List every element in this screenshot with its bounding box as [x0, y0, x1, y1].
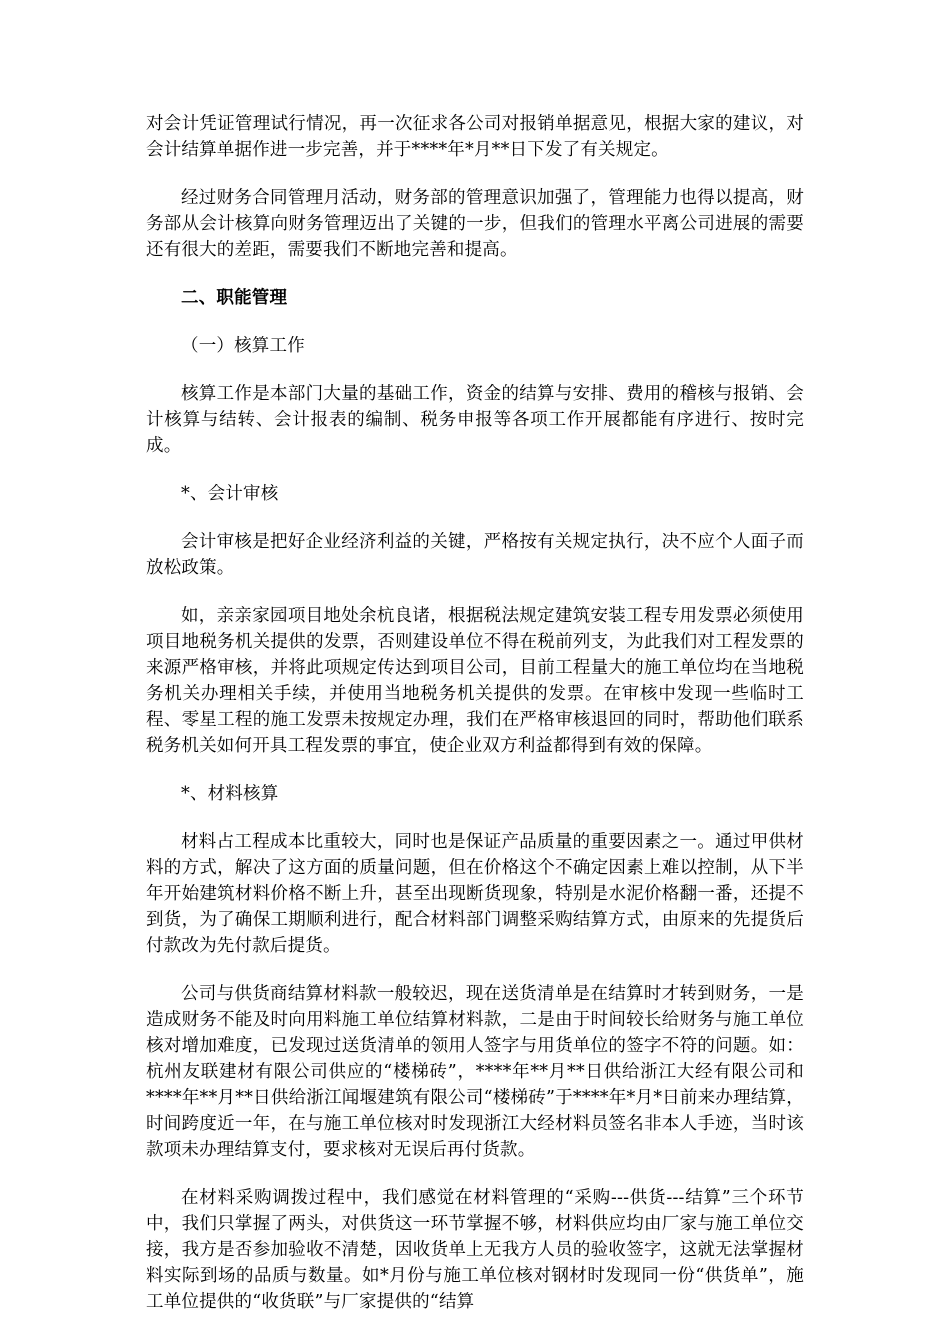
document-page [146, 111, 804, 1315]
paragraph-1: 对会计凭证管理试行情况，再一次征求各公司对报销单据意见，根据大家的建议，对会计结算单据作进一步完善，并于****年*月**日下发了有关规定。 [146, 114, 804, 160]
section-heading-functional-management: 二、职能管理 [181, 288, 288, 308]
subheading-material-accounting: *、材料核算 [181, 784, 279, 804]
paragraph-4: 会计审核是把好企业经济利益的关键，严格按有关规定执行，决不应个人面子而放松政策。 [146, 532, 804, 578]
paragraph-8: 在材料采购调拨过程中，我们感觉在材料管理的“采购---供货---结算”三个环节中，我们只掌握了两头，对供货这一环节掌握不够，材料供应均由厂家与施工单位交接，我方是否参加验收不清楚，因收货单上无我方人员的验收签字，这就无法掌握材料实际到场的品质与数量。如*月份与施工单位核对钢材时发现同一份“供货单”，施工单位提供的“收货联”与厂家提供的“结算 [146, 1188, 804, 1312]
subheading-accounting-work: （一）核算工作 [181, 336, 305, 356]
paragraph-2: 经过财务合同管理月活动，财务部的管理意识加强了，管理能力也得以提高，财务部从会计核算向财务管理迈出了关键的一步，但我们的管理水平离公司进展的需要还有很大的差距，需要我们不断地完善和提高。 [146, 188, 804, 260]
paragraph-7: 公司与供货商结算材料款一般较迟，现在送货清单是在结算时才转到财务，一是造成财务不能及时向用料施工单位结算材料款，二是由于时间较长给财务与施工单位核对增加难度，已发现过送货清单的领用人签字与用货单位的签字不符的问题。如：杭州友联建材有限公司供应的“楼梯砖”，****年**月**日供给浙江大经有限公司和****年**月**日供给浙江闻堰建筑有限公司“楼梯砖”于****年*月*日前来办理结算，时间跨度近一年，在与施工单位核对时发现浙江大经材料员签名非本人手迹，当时该款项未办理结算支付，要求核对无误后再付货款。 [146, 984, 804, 1160]
paragraph-5: 如，亲亲家园项目地处余杭良诸，根据税法规定建筑安装工程专用发票必须使用项目地税务机关提供的发票，否则建设单位不得在税前列支，为此我们对工程发票的来源严格审核，并将此项规定传达到项目公司，目前工程量大的施工单位均在当地税务机关办理相关手续，并使用当地税务机关提供的发票。在审核中发现一些临时工程、零星工程的施工发票未按规定办理，我们在严格审核退回的同时，帮助他们联系税务机关如何开具工程发票的事宜，使企业双方利益都得到有效的保障。 [146, 606, 804, 756]
paragraph-3: 核算工作是本部门大量的基础工作，资金的结算与安排、费用的稽核与报销、会计核算与结转、会计报表的编制、税务申报等各项工作开展都能有序进行、按时完成。 [146, 384, 804, 456]
subheading-accounting-audit: *、会计审核 [181, 484, 279, 504]
paragraph-6: 材料占工程成本比重较大，同时也是保证产品质量的重要因素之一。通过甲供材料的方式，解决了这方面的质量问题，但在价格这个不确定因素上难以控制，从下半年开始建筑材料价格不断上升，甚至出现断货现象，特别是水泥价格翻一番，还提不到货，为了确保工期顺利进行，配合材料部门调整采购结算方式，由原来的先提货后付款改为先付款后提货。 [146, 832, 804, 956]
